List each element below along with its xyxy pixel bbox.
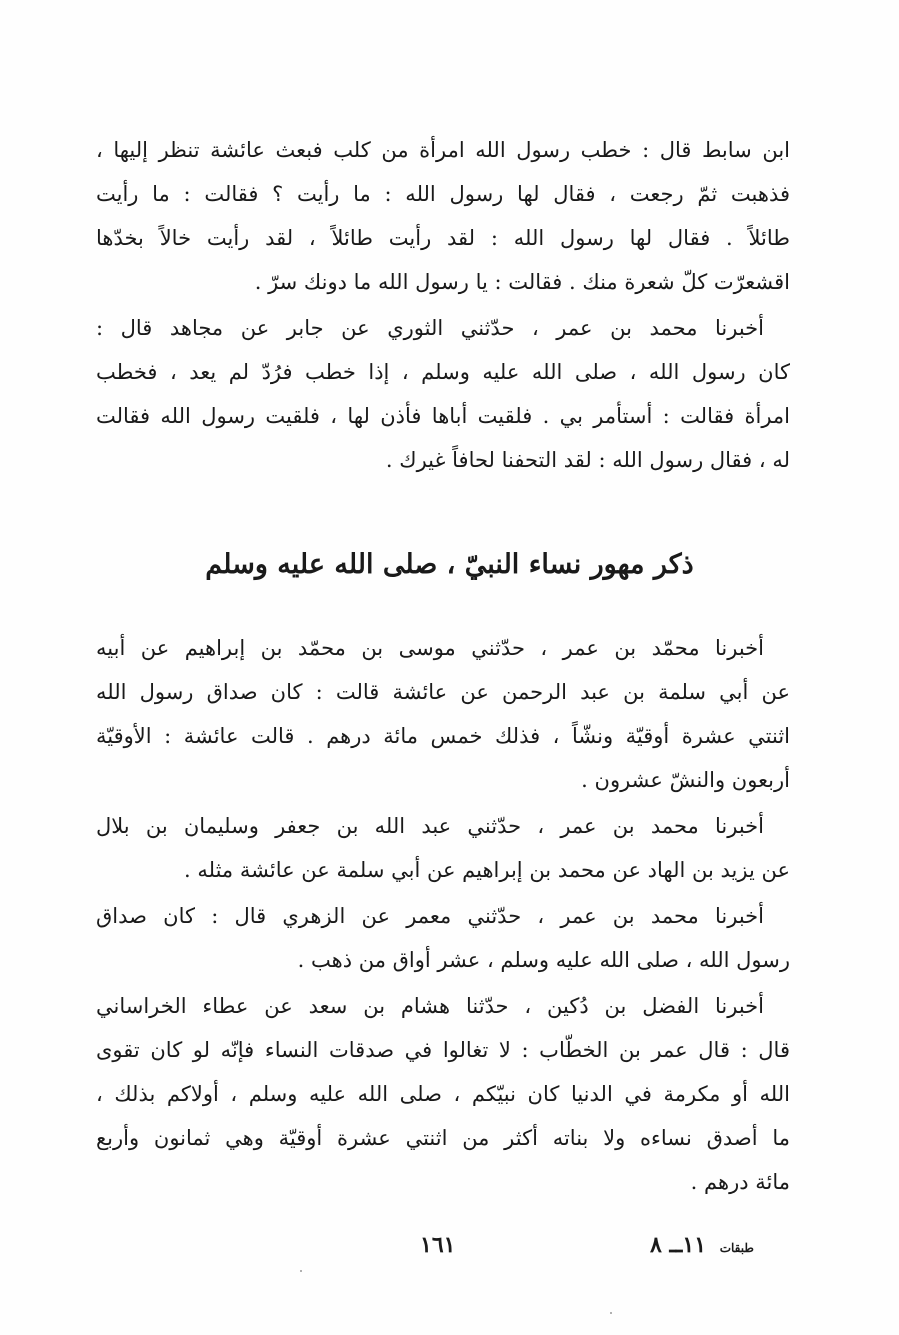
section-heading: ذكر مهور نساء النبيّ ، صلى الله عليه وسلم [205,549,694,580]
text-line: عن أبي سلمة بن عبد الرحمن عن عائشة قالت : كان صداق رسول الله [96,680,790,704]
paragraph [96,894,790,982]
text-line: كان رسول الله ، صلى الله عليه وسلم ، إذا خطب فرُدّ لم يعد ، فخطب [96,360,790,384]
page-number: ١٦١ [420,1232,456,1258]
text-line: أخبرنا محمد بن عمر ، حدّثني عبد الله بن جعفر وسليمان بن بلال [96,814,764,838]
paragraph [96,626,790,802]
paragraph [96,984,790,1204]
signature-label: طبقات [719,1241,754,1255]
paragraph [96,306,790,482]
text-line: فذهبت ثمّ رجعت ، فقال لها رسول الله : ما رأيت ؟ فقالت : ما رأيت [96,182,790,206]
text-block-top [96,128,790,484]
text-line: أخبرنا محمد بن عمر ، حدّثني الثوري عن جابر عن مجاهد قال : [96,316,764,340]
text-line: ابن سابط قال : خطب رسول الله امرأة من كلب فبعث عائشة تنظر إليها ، [96,138,790,162]
paper-speck [300,1270,302,1272]
paragraph [96,804,790,892]
text-line: عن يزيد بن الهاد عن محمد بن إبراهيم عن أبي سلمة عن عائشة مثله . [184,858,790,882]
page-footer [0,1232,899,1272]
text-line: مائة درهم . [690,1170,790,1194]
text-line: ما أصدق نساءه ولا بناته أكثر من اثنتي عشرة أوقيّة وهي ثمانون وأربع [96,1126,790,1150]
signature-mark [650,1232,754,1258]
paragraph [96,128,790,304]
text-block-bottom [96,626,790,1206]
text-line: اثنتي عشرة أوقيّة ونشّاً ، فذلك خمس مائة درهم . قالت عائشة : الأوقيّة [96,724,790,748]
text-line: اقشعرّت كلّ شعرة منك . فقالت : يا رسول الله ما دونك سرّ . [254,270,790,294]
text-line: امرأة فقالت : أستأمر بي . فلقيت أباها فأذن لها ، فلقيت رسول الله فقالت [96,404,790,428]
text-line: له ، فقال رسول الله : لقد التحفنا لحافاً غيرك . [385,448,790,472]
text-line: الله أو مكرمة في الدنيا كان نبيّكم ، صلى الله عليه وسلم ، أولاكم بذلك ، [96,1082,790,1106]
signature-number: ١١ــ ٨ [650,1232,707,1258]
text-line: قال : قال عمر بن الخطّاب : لا تغالوا في صدقات النساء فإنّه لو كان تقوى [96,1038,790,1062]
text-line: أخبرنا محمّد بن عمر ، حدّثني موسى بن محمّد بن إبراهيم عن أبيه [96,636,764,660]
text-line: طائلاً . فقال لها رسول الله : لقد رأيت طائلاً ، لقد رأيت خالاً بخدّها [96,226,790,250]
text-line: أخبرنا الفضل بن دُكين ، حدّثنا هشام بن سعد عن عطاء الخراساني [96,994,764,1018]
paper-speck [610,1312,612,1314]
text-line: أخبرنا محمد بن عمر ، حدّثني معمر عن الزهري قال : كان صداق [96,904,764,928]
text-line: رسول الله ، صلى الله عليه وسلم ، عشر أواق من ذهب . [297,948,790,972]
text-line: أربعون والنشّ عشرون . [581,768,790,792]
